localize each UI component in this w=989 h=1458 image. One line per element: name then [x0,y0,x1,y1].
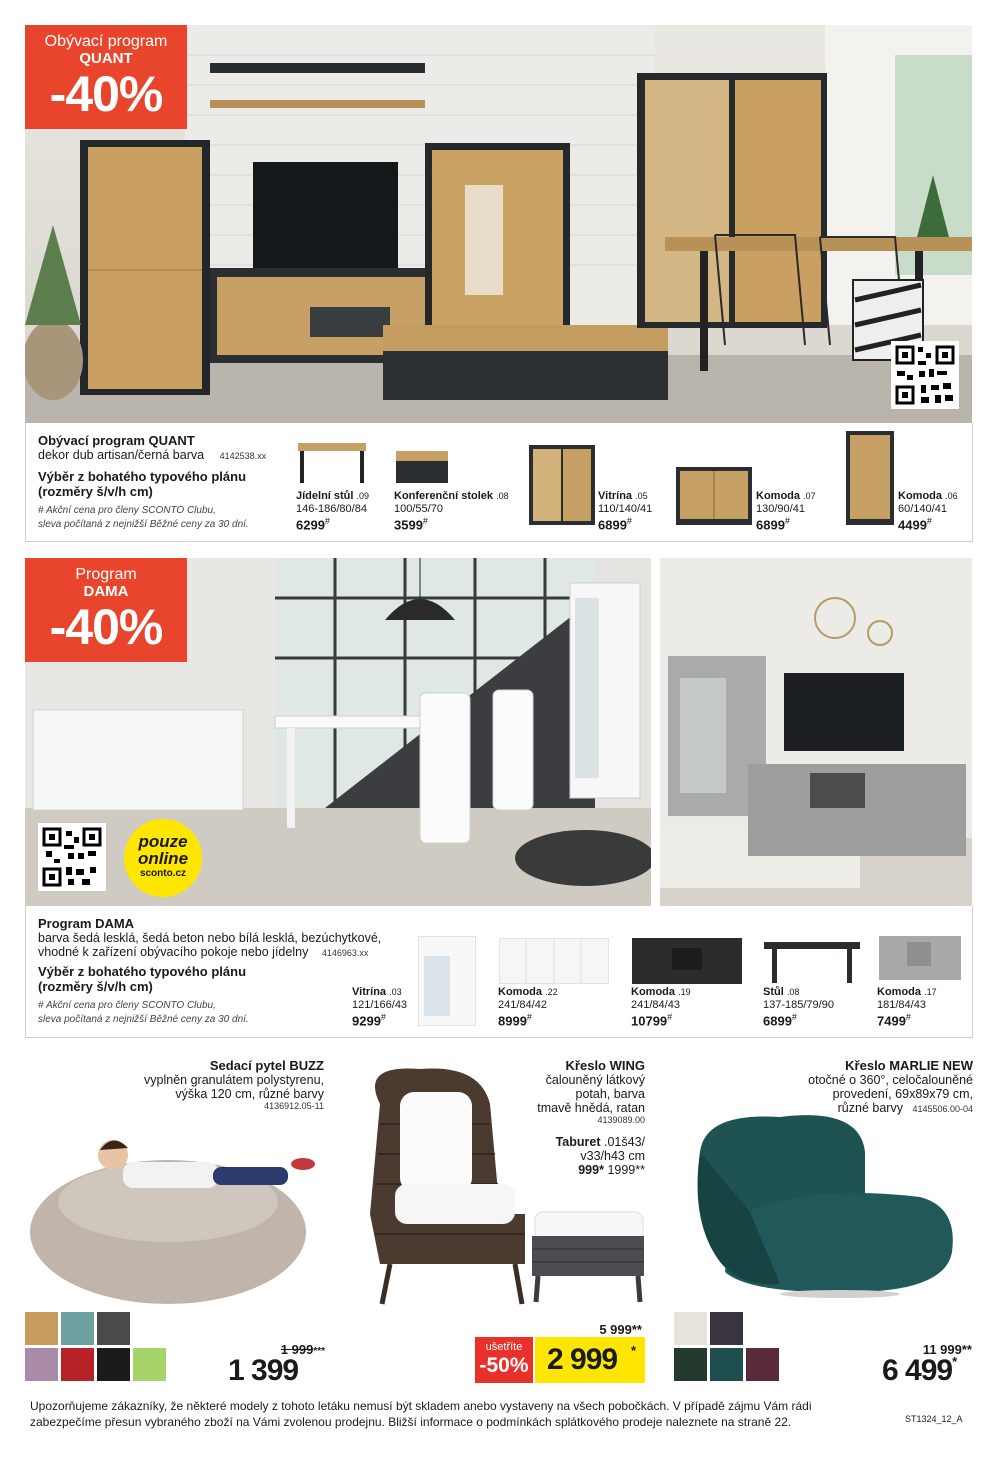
product-dimensions: 241/84/42 [498,998,547,1011]
product-dimensions: 137-185/79/90 [763,998,834,1011]
buzz-title: Sedací pytel BUZZ [209,1058,324,1073]
wing-save-badge [475,1337,533,1383]
quant-qr-code[interactable] [891,341,959,409]
quant-desc: dekor dub artisan/černá barva [38,448,205,462]
product-price-mark: # [526,1012,532,1022]
product-number: .17 [924,987,937,997]
product-price: 8999 [498,1013,527,1029]
product-dimensions: 146-186/80/84 [296,502,367,515]
product-price-mark: # [324,516,330,526]
taburet-title: Taburet [555,1135,601,1149]
product-price: 6299 [296,517,325,533]
taburet-dims: v33/h43 cm [580,1149,645,1163]
wing-title: Křeslo WING [565,1058,645,1073]
buzz-old-price-mark: *** [313,1346,325,1357]
product-price: 6899 [598,517,627,533]
quant-note-line2: sleva počítaná z nejnižší Běžné ceny za 30 dní. [38,519,249,530]
quant-product-5[interactable] [898,490,958,532]
product-price: 6899 [763,1013,792,1029]
product-price-mark: # [784,516,790,526]
marlie-desc-line2: provedení, 69x89x79 cm, [832,1087,973,1101]
quant-thumb-vitrina [529,445,595,525]
online-badge-url: sconto.cz [139,868,187,879]
marlie-swatch-5[interactable] [746,1348,779,1381]
buzz-swatch-7[interactable] [133,1348,166,1381]
buzz-old-price-value: 1 999 [280,1342,314,1357]
dama-product-3[interactable] [631,986,691,1028]
marlie-code: 4145506.00-04 [912,1104,973,1114]
dama-thumb-komoda-22 [499,938,609,984]
product-price: 10799 [631,1013,668,1029]
wing-price-mark: * [631,1343,637,1358]
product-number: .07 [803,491,816,501]
product-price-mark: # [791,1012,797,1022]
buzz-swatch-6[interactable] [97,1348,130,1381]
product-number: .08 [786,987,800,997]
buzz-swatch-4[interactable] [25,1348,58,1381]
dama-thumb-vitrina [418,936,476,1026]
quant-badge-line1: Obývací program [44,33,168,50]
product-dimensions: 130/90/41 [756,502,805,515]
product-name: Jídelní stůl [296,490,354,502]
buzz-bean-bag-image [28,1112,318,1310]
online-badge-line2: online [137,849,189,868]
product-price: 9299 [352,1013,381,1029]
dama-code: 4146963.xx [321,948,369,958]
product-dimensions: 181/84/43 [877,998,926,1011]
quant-product-4[interactable] [756,490,816,532]
product-price-mark: # [380,1012,386,1022]
dama-product-5[interactable] [877,986,937,1028]
wing-old-price: 5 999** [599,1322,642,1337]
dama-badge-line2: DAMA [83,583,129,600]
marlie-armchair-image [690,1112,962,1298]
product-number: .08 [496,491,509,501]
taburet-code: .01š43/ [603,1135,645,1149]
product-number: .03 [389,987,402,997]
buzz-swatch-1[interactable] [25,1312,58,1345]
dama-product-4[interactable] [763,986,834,1028]
dama-title: Program DAMA [38,916,135,931]
dama-note-line2: sleva počítaná z nejnižší Běžné ceny za 30 dní. [38,1014,249,1025]
marlie-old-price: 11 999** [922,1342,972,1357]
dama-product-1[interactable] [352,986,407,1028]
dama-photo-living [660,558,972,906]
product-name: Vitrína [352,986,387,998]
buzz-desc-line2: výška 120 cm, různé barvy [175,1087,324,1101]
quant-thumb-coffee-table [394,449,450,485]
product-price: 7499 [877,1013,906,1029]
product-dimensions: 60/140/41 [898,502,947,515]
footer-disclaimer [30,1398,890,1430]
online-badge-line1: pouze [138,832,188,851]
dama-thumb-komoda-17 [879,936,961,980]
footer-code: ST1324_12_A [905,1414,963,1424]
quant-badge-line2: QUANT [79,50,133,67]
buzz-swatch-3[interactable] [97,1312,130,1345]
product-number: .06 [945,491,958,501]
dama-plan-line2: (rozměry š/v/h cm) [38,979,153,994]
product-name: Konferenční stolek [394,490,494,502]
dama-qr-code[interactable] [38,823,106,891]
dama-discount-badge [25,558,187,662]
marlie-swatch-2[interactable] [710,1312,743,1345]
marlie-price-block [882,1354,957,1388]
product-name: Komoda [756,490,800,502]
footer-line2: zabezpečíme přesun vybraného zboží na Vámi zvolenou prodejnu. Bližší informace o podmínkách splátkového prodeje naleznete na straně 22. [30,1415,792,1429]
wing-price-box [535,1337,645,1383]
buzz-swatch-2[interactable] [61,1312,94,1345]
marlie-desc-line3: různé barvy [837,1101,903,1115]
product-price-mark: # [626,516,632,526]
quant-product-1[interactable] [296,490,369,532]
product-price-mark: # [926,516,932,526]
wing-desc-line1: čalouněný látkový [545,1073,645,1087]
product-dimensions: 110/140/41 [598,502,653,515]
wing-desc-line2: potah, barva [575,1087,645,1101]
marlie-price: 6 499 [882,1354,953,1387]
dama-desc-line2: vhodné k zařízení obývacího pokoje nebo jídelny [38,945,309,959]
quant-thumb-dining-table [296,439,368,485]
dama-note-line1: # Akční cena pro členy SCONTO Clubu, [38,1000,216,1011]
quant-plan-line1: Výběr z bohatého typového plánu [38,469,247,484]
buzz-swatch-5[interactable] [61,1348,94,1381]
quant-plan-line2: (rozměry š/v/h cm) [38,484,153,499]
product-number: .09 [356,491,370,501]
wing-save-percent: -50% [479,1354,529,1377]
product-price-mark: # [422,516,428,526]
product-price: 3599 [394,517,423,533]
product-dimensions: 241/84/43 [631,998,680,1011]
dama-thumb-stul [764,940,860,984]
buzz-code: 4136912.05-11 [264,1101,324,1111]
marlie-title: Křeslo MARLIE NEW [845,1058,973,1073]
online-only-badge [124,819,202,897]
taburet-old-price: 1999** [607,1163,645,1177]
quant-product-2[interactable] [394,490,509,532]
product-name: Komoda [498,986,542,998]
wing-chair-image [340,1064,650,1308]
buzz-text-block [100,1058,324,1111]
product-price-mark: # [667,1012,673,1022]
marlie-text-block [730,1058,973,1116]
taburet-price: 999* [578,1163,604,1177]
marlie-desc-line1: otočné o 360°, celočalouněné [808,1073,973,1087]
product-price-mark: # [905,1012,911,1022]
product-number: .19 [678,987,691,997]
dama-badge-discount: -40% [49,599,163,655]
marlie-price-mark: * [952,1354,958,1369]
quant-code: 4142538.xx [219,451,267,461]
wing-save-label: ušetříte [485,1341,523,1353]
product-price: 4499 [898,517,927,533]
marlie-swatch-3[interactable] [674,1348,707,1381]
quant-product-3[interactable] [598,490,652,532]
product-name: Komoda [631,986,675,998]
quant-title: Obývací program QUANT [38,433,195,448]
product-dimensions: 121/166/43 [352,998,408,1011]
product-name: Komoda [898,490,942,502]
quant-thumb-komoda-07 [676,467,752,525]
dama-thumb-komoda-19 [632,938,742,984]
product-number: .05 [635,491,648,501]
dama-plan-line1: Výběr z bohatého typového plánu [38,964,247,979]
dama-product-2[interactable] [498,986,558,1028]
marlie-swatch-4[interactable] [710,1348,743,1381]
product-name: Vitrína [598,490,633,502]
buzz-desc-line1: vyplněn granulátem polystyrenu, [144,1073,324,1087]
product-name: Stůl [763,986,784,998]
product-dimensions: 100/55/70 [394,502,443,515]
dama-badge-line1: Program [75,566,137,583]
buzz-price: 1 399 [228,1354,299,1387]
quant-badge-discount: -40% [49,66,163,122]
quant-note-line1: # Akční cena pro členy SCONTO Clubu, [38,505,216,516]
marlie-swatch-1[interactable] [674,1312,707,1345]
wing-code: 4139089.00 [597,1115,645,1125]
quant-thumb-komoda-06 [846,431,894,525]
quant-discount-badge [25,25,187,129]
wing-desc-line3: tmavě hnědá, ratan [537,1101,645,1115]
wing-price: 2 999 [547,1343,618,1376]
dama-desc-line1: barva šedá lesklá, šedá beton nebo bílá lesklá, bezúchytkové, [38,931,382,945]
product-number: .22 [545,987,558,997]
product-price: 6899 [756,517,785,533]
footer-line1: Upozorňujeme zákazníky, že některé modely z tohoto letáku nemusí být skladem anebo vystaveny na všech pobočkách. V případě zájmu Vám rádi [30,1399,812,1413]
product-name: Komoda [877,986,921,998]
